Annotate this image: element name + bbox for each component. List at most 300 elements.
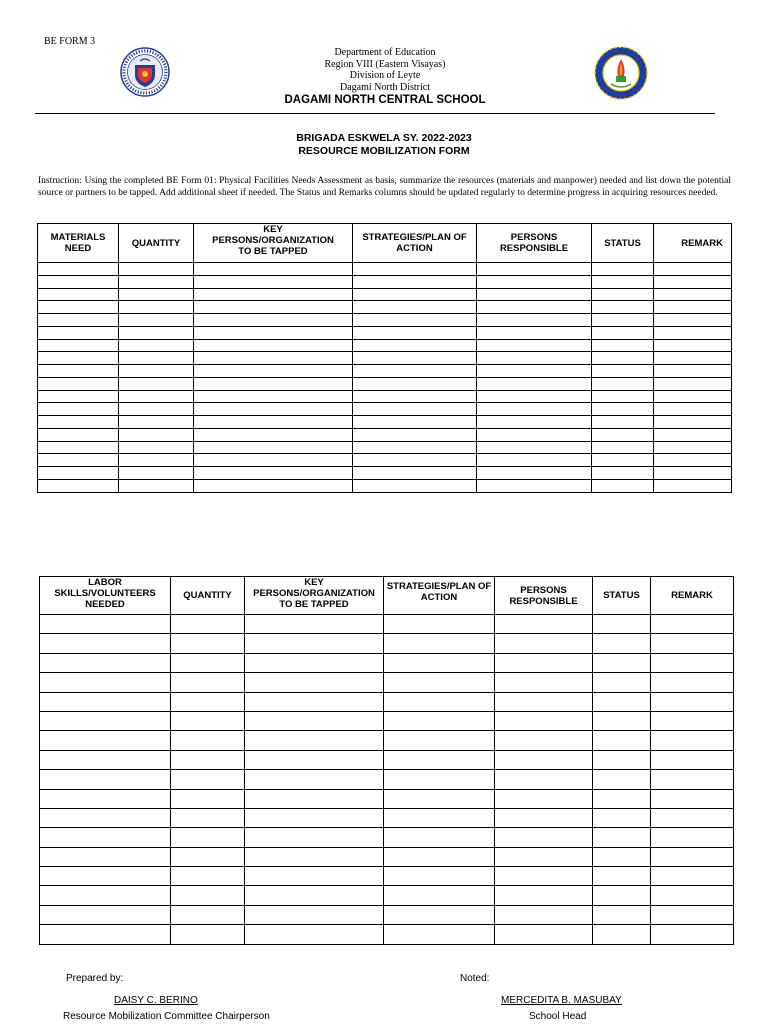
table-cell[interactable] — [194, 326, 353, 339]
table-cell[interactable] — [654, 326, 732, 339]
col-key-persons-line3: TO BE TAPPED — [238, 246, 308, 257]
table-cell[interactable] — [194, 428, 353, 441]
table-cell[interactable] — [119, 454, 194, 467]
table-cell[interactable] — [495, 847, 593, 866]
table-cell[interactable] — [38, 275, 119, 288]
table-cell[interactable] — [245, 828, 384, 847]
col-persons-responsible: PERSONS RESPONSIBLE — [495, 577, 593, 615]
table-cell[interactable] — [477, 314, 592, 327]
table-cell[interactable] — [384, 808, 495, 827]
table-cell[interactable] — [353, 441, 477, 454]
table-cell[interactable] — [245, 692, 384, 711]
table-cell[interactable] — [384, 770, 495, 789]
table-cell[interactable] — [384, 634, 495, 653]
table-cell[interactable] — [171, 653, 245, 672]
table-cell[interactable] — [353, 390, 477, 403]
table-cell[interactable] — [651, 615, 734, 634]
table-cell[interactable] — [654, 339, 732, 352]
table-cell[interactable] — [592, 365, 654, 378]
table-cell[interactable] — [171, 673, 245, 692]
table-cell[interactable] — [592, 314, 654, 327]
table-cell[interactable] — [119, 377, 194, 390]
table-cell[interactable] — [651, 789, 734, 808]
table-cell[interactable] — [495, 789, 593, 808]
table-row — [40, 750, 734, 769]
table-cell[interactable] — [194, 263, 353, 276]
table-cell[interactable] — [592, 377, 654, 390]
form-title-line2: RESOURCE MOBILIZATION FORM — [298, 144, 470, 157]
table-cell[interactable] — [353, 365, 477, 378]
prepared-by-name: DAISY C. BERINO — [114, 995, 198, 1006]
table-cell[interactable] — [353, 416, 477, 429]
table-cell[interactable] — [245, 673, 384, 692]
table-cell[interactable] — [194, 441, 353, 454]
table-cell[interactable] — [592, 479, 654, 492]
table-cell[interactable] — [651, 847, 734, 866]
table-cell[interactable] — [477, 365, 592, 378]
table-row — [38, 428, 732, 441]
table-cell[interactable] — [477, 326, 592, 339]
table-cell[interactable] — [194, 352, 353, 365]
table-cell[interactable] — [384, 847, 495, 866]
table-cell[interactable] — [171, 731, 245, 750]
table-cell[interactable] — [477, 403, 592, 416]
table-cell[interactable] — [38, 390, 119, 403]
table-cell[interactable] — [40, 828, 171, 847]
table-cell[interactable] — [38, 467, 119, 480]
table-cell[interactable] — [651, 905, 734, 924]
table-cell[interactable] — [495, 867, 593, 886]
table-cell[interactable] — [171, 867, 245, 886]
table-cell[interactable] — [38, 352, 119, 365]
table-cell[interactable] — [38, 288, 119, 301]
table-cell[interactable] — [40, 673, 171, 692]
table-cell[interactable] — [592, 326, 654, 339]
table-cell[interactable] — [651, 828, 734, 847]
table-cell[interactable] — [654, 314, 732, 327]
table-cell[interactable] — [592, 263, 654, 276]
table-cell[interactable] — [651, 886, 734, 905]
table-cell[interactable] — [384, 711, 495, 730]
table-cell[interactable] — [592, 416, 654, 429]
table-cell[interactable] — [495, 925, 593, 944]
table-cell[interactable] — [245, 653, 384, 672]
table-row — [38, 467, 732, 480]
table-cell[interactable] — [593, 808, 651, 827]
table-cell[interactable] — [477, 441, 592, 454]
table-cell[interactable] — [593, 750, 651, 769]
table-cell[interactable] — [477, 263, 592, 276]
table-cell[interactable] — [38, 441, 119, 454]
table-row — [40, 847, 734, 866]
table-cell[interactable] — [194, 339, 353, 352]
table-cell[interactable] — [592, 301, 654, 314]
table-cell[interactable] — [245, 886, 384, 905]
table-cell[interactable] — [194, 314, 353, 327]
header-division: Division of Leyte — [349, 70, 421, 81]
table-cell[interactable] — [384, 731, 495, 750]
table-cell[interactable] — [654, 301, 732, 314]
table-cell[interactable] — [353, 339, 477, 352]
table-cell[interactable] — [245, 711, 384, 730]
table-cell[interactable] — [593, 789, 651, 808]
table-cell[interactable] — [40, 653, 171, 672]
table-cell[interactable] — [119, 339, 194, 352]
table-cell[interactable] — [119, 301, 194, 314]
table-cell[interactable] — [651, 808, 734, 827]
table-cell[interactable] — [353, 326, 477, 339]
labor-table — [39, 576, 734, 945]
table-cell[interactable] — [245, 867, 384, 886]
table-cell[interactable] — [477, 275, 592, 288]
table-cell[interactable] — [593, 886, 651, 905]
table-cell[interactable] — [353, 263, 477, 276]
table-row — [38, 263, 732, 276]
table-cell[interactable] — [119, 352, 194, 365]
table-cell[interactable] — [592, 428, 654, 441]
table-cell[interactable] — [171, 770, 245, 789]
table-cell[interactable] — [477, 352, 592, 365]
table-cell[interactable] — [384, 886, 495, 905]
table-cell[interactable] — [38, 263, 119, 276]
table-row — [38, 441, 732, 454]
table-cell[interactable] — [384, 750, 495, 769]
table-cell[interactable] — [40, 867, 171, 886]
table-cell[interactable] — [38, 339, 119, 352]
table-cell[interactable] — [495, 711, 593, 730]
table-cell[interactable] — [592, 339, 654, 352]
table-cell[interactable] — [495, 731, 593, 750]
table-cell[interactable] — [119, 365, 194, 378]
col-status: STATUS — [593, 577, 651, 615]
table-row — [40, 925, 734, 944]
table-cell[interactable] — [495, 692, 593, 711]
table-cell[interactable] — [651, 653, 734, 672]
table-cell[interactable] — [593, 867, 651, 886]
table-cell[interactable] — [654, 365, 732, 378]
table-cell[interactable] — [38, 326, 119, 339]
table-cell[interactable] — [40, 615, 171, 634]
table-cell[interactable] — [654, 467, 732, 480]
table-cell[interactable] — [40, 905, 171, 924]
table-cell[interactable] — [194, 377, 353, 390]
table-row — [38, 301, 732, 314]
table-cell[interactable] — [654, 390, 732, 403]
table-cell[interactable] — [384, 925, 495, 944]
table-cell[interactable] — [353, 377, 477, 390]
table-row — [40, 828, 734, 847]
table-cell[interactable] — [38, 314, 119, 327]
table-cell[interactable] — [593, 634, 651, 653]
table-cell[interactable] — [593, 692, 651, 711]
table-cell[interactable] — [384, 653, 495, 672]
table-cell[interactable] — [477, 339, 592, 352]
table-row — [40, 808, 734, 827]
table-cell[interactable] — [171, 711, 245, 730]
table-cell[interactable] — [119, 263, 194, 276]
table-cell[interactable] — [477, 428, 592, 441]
table-cell[interactable] — [171, 615, 245, 634]
table-cell[interactable] — [194, 301, 353, 314]
noted-by-label: Noted: — [460, 973, 490, 984]
table-cell[interactable] — [171, 905, 245, 924]
table-cell[interactable] — [495, 886, 593, 905]
col-quantity: QUANTITY — [171, 577, 245, 615]
table-row — [40, 905, 734, 924]
header-divider — [35, 113, 715, 114]
table-cell[interactable] — [245, 731, 384, 750]
table-cell[interactable] — [654, 479, 732, 492]
table-cell[interactable] — [593, 770, 651, 789]
table-row — [38, 339, 732, 352]
table-cell[interactable] — [353, 301, 477, 314]
table-cell[interactable] — [38, 403, 119, 416]
table-cell[interactable] — [592, 288, 654, 301]
table-cell[interactable] — [353, 454, 477, 467]
table-cell[interactable] — [38, 479, 119, 492]
table-cell[interactable] — [592, 467, 654, 480]
table-cell[interactable] — [119, 416, 194, 429]
col-persons-responsible: PERSONS RESPONSIBLE — [477, 224, 592, 263]
table-cell[interactable] — [353, 428, 477, 441]
table-cell[interactable] — [245, 847, 384, 866]
table-cell[interactable] — [384, 789, 495, 808]
table-cell[interactable] — [384, 828, 495, 847]
table-cell[interactable] — [495, 634, 593, 653]
table-cell[interactable] — [477, 390, 592, 403]
table-cell[interactable] — [495, 808, 593, 827]
col-quantity: QUANTITY — [119, 224, 194, 263]
table-cell[interactable] — [119, 275, 194, 288]
table-cell[interactable] — [495, 615, 593, 634]
table-cell[interactable] — [384, 692, 495, 711]
table-cell[interactable] — [171, 828, 245, 847]
table-cell[interactable] — [40, 925, 171, 944]
table-cell[interactable] — [171, 789, 245, 808]
table-cell[interactable] — [40, 847, 171, 866]
prepared-by-title: Resource Mobilization Committee Chairperson — [63, 1011, 270, 1022]
table-cell[interactable] — [40, 711, 171, 730]
table-cell[interactable] — [495, 673, 593, 692]
table-cell[interactable] — [477, 479, 592, 492]
table-cell[interactable] — [651, 692, 734, 711]
table-cell[interactable] — [384, 615, 495, 634]
table-cell[interactable] — [171, 750, 245, 769]
table-cell[interactable] — [194, 365, 353, 378]
table-cell[interactable] — [593, 847, 651, 866]
table-cell[interactable] — [245, 615, 384, 634]
table-cell[interactable] — [38, 365, 119, 378]
table-cell[interactable] — [593, 905, 651, 924]
table-cell[interactable] — [38, 416, 119, 429]
table-cell[interactable] — [593, 711, 651, 730]
table-cell[interactable] — [353, 403, 477, 416]
table-row — [40, 731, 734, 750]
materials-table-header — [38, 224, 732, 263]
col-labor-line3: NEEDED — [85, 599, 125, 610]
table-cell[interactable] — [654, 263, 732, 276]
table-cell[interactable] — [384, 867, 495, 886]
table-cell[interactable] — [245, 905, 384, 924]
table-cell[interactable] — [245, 808, 384, 827]
table-cell[interactable] — [245, 634, 384, 653]
table-cell[interactable] — [654, 441, 732, 454]
table-cell[interactable] — [353, 467, 477, 480]
table-row — [40, 673, 734, 692]
table-cell[interactable] — [353, 275, 477, 288]
table-cell[interactable] — [119, 390, 194, 403]
table-cell[interactable] — [194, 390, 353, 403]
table-cell[interactable] — [477, 467, 592, 480]
table-cell[interactable] — [654, 288, 732, 301]
table-cell[interactable] — [38, 301, 119, 314]
table-cell[interactable] — [194, 275, 353, 288]
table-cell[interactable] — [38, 454, 119, 467]
table-cell[interactable] — [171, 925, 245, 944]
table-cell[interactable] — [194, 403, 353, 416]
table-row — [40, 867, 734, 886]
table-cell[interactable] — [495, 653, 593, 672]
table-cell[interactable] — [592, 352, 654, 365]
table-cell[interactable] — [477, 301, 592, 314]
col-key-persons — [245, 577, 384, 615]
table-cell[interactable] — [171, 634, 245, 653]
col-key-persons-line1: KEY — [263, 224, 283, 235]
table-cell[interactable] — [654, 275, 732, 288]
table-cell[interactable] — [477, 416, 592, 429]
table-cell[interactable] — [592, 441, 654, 454]
table-cell[interactable] — [593, 731, 651, 750]
table-cell[interactable] — [592, 403, 654, 416]
table-cell[interactable] — [651, 731, 734, 750]
table-cell[interactable] — [495, 770, 593, 789]
table-cell[interactable] — [171, 692, 245, 711]
table-cell[interactable] — [119, 479, 194, 492]
table-cell[interactable] — [654, 428, 732, 441]
table-cell[interactable] — [654, 403, 732, 416]
col-labor-needed — [40, 577, 171, 615]
table-cell[interactable] — [119, 441, 194, 454]
table-cell[interactable] — [194, 479, 353, 492]
table-row — [38, 275, 732, 288]
table-cell[interactable] — [194, 288, 353, 301]
table-row — [38, 326, 732, 339]
table-cell[interactable] — [38, 428, 119, 441]
table-cell[interactable] — [245, 789, 384, 808]
table-cell[interactable] — [119, 326, 194, 339]
table-cell[interactable] — [353, 479, 477, 492]
materials-table — [37, 223, 732, 493]
table-cell[interactable] — [119, 288, 194, 301]
table-cell[interactable] — [119, 403, 194, 416]
col-remark: REMARK — [654, 224, 732, 263]
table-cell[interactable] — [651, 634, 734, 653]
col-strategies: STRATEGIES/PLAN OF ACTION — [384, 577, 495, 615]
col-key-persons-line1: KEY — [304, 577, 324, 588]
form-title-line1: BRIGADA ESKWELA SY. 2022-2023 — [296, 132, 472, 144]
table-cell[interactable] — [171, 886, 245, 905]
table-cell[interactable] — [40, 731, 171, 750]
table-cell[interactable] — [651, 673, 734, 692]
table-cell[interactable] — [119, 428, 194, 441]
table-cell[interactable] — [384, 673, 495, 692]
school-name: DAGAMI NORTH CENTRAL SCHOOL — [284, 94, 486, 106]
table-row — [40, 615, 734, 634]
table-cell[interactable] — [194, 454, 353, 467]
table-row — [40, 789, 734, 808]
col-key-persons-line3: TO BE TAPPED — [279, 599, 349, 610]
table-cell[interactable] — [593, 925, 651, 944]
table-cell[interactable] — [593, 653, 651, 672]
table-cell[interactable] — [245, 750, 384, 769]
table-cell[interactable] — [353, 288, 477, 301]
form-code: BE FORM 3 — [44, 36, 96, 47]
table-row — [38, 454, 732, 467]
table-cell[interactable] — [593, 615, 651, 634]
table-cell[interactable] — [40, 750, 171, 769]
table-cell[interactable] — [119, 467, 194, 480]
table-cell[interactable] — [651, 711, 734, 730]
table-cell[interactable] — [654, 416, 732, 429]
table-cell[interactable] — [38, 377, 119, 390]
table-cell[interactable] — [40, 692, 171, 711]
table-cell[interactable] — [592, 275, 654, 288]
table-cell[interactable] — [353, 352, 477, 365]
table-cell[interactable] — [654, 377, 732, 390]
table-cell[interactable] — [654, 352, 732, 365]
table-cell[interactable] — [384, 905, 495, 924]
table-cell[interactable] — [171, 847, 245, 866]
table-cell[interactable] — [477, 377, 592, 390]
table-cell[interactable] — [495, 750, 593, 769]
col-key-persons-line2: PERSONS/ORGANIZATION — [212, 235, 334, 246]
table-cell[interactable] — [592, 454, 654, 467]
table-cell[interactable] — [651, 867, 734, 886]
table-row — [38, 390, 732, 403]
table-cell[interactable] — [654, 454, 732, 467]
table-cell[interactable] — [245, 925, 384, 944]
table-cell[interactable] — [171, 808, 245, 827]
table-cell[interactable] — [592, 390, 654, 403]
table-cell[interactable] — [40, 808, 171, 827]
table-cell[interactable] — [119, 314, 194, 327]
table-cell[interactable] — [651, 770, 734, 789]
table-cell[interactable] — [651, 750, 734, 769]
table-cell[interactable] — [651, 925, 734, 944]
table-row — [40, 770, 734, 789]
table-cell[interactable] — [495, 905, 593, 924]
table-cell[interactable] — [353, 314, 477, 327]
table-cell[interactable] — [477, 288, 592, 301]
table-cell[interactable] — [40, 789, 171, 808]
form-title — [0, 132, 768, 157]
col-remark: REMARK — [651, 577, 734, 615]
col-labor-line1: LABOR — [88, 577, 122, 588]
table-cell[interactable] — [245, 770, 384, 789]
table-cell[interactable] — [40, 886, 171, 905]
table-cell[interactable] — [477, 454, 592, 467]
table-cell[interactable] — [40, 634, 171, 653]
table-cell[interactable] — [593, 828, 651, 847]
table-cell[interactable] — [194, 416, 353, 429]
letterhead — [230, 47, 540, 107]
table-cell[interactable] — [495, 828, 593, 847]
instruction-text: Instruction: Using the completed BE Form 01: Physical Facilities Needs Assessment as basis, summarize the resources (materials and manpower) needed and list down the potential source or partners to be tapped. Add additional sheet if needed. The Status and Remarks columns should be updated regularly to determine progress in acquiring resources needed. — [38, 176, 731, 198]
table-row — [38, 377, 732, 390]
table-cell[interactable] — [593, 673, 651, 692]
table-cell[interactable] — [40, 770, 171, 789]
table-cell[interactable] — [194, 467, 353, 480]
